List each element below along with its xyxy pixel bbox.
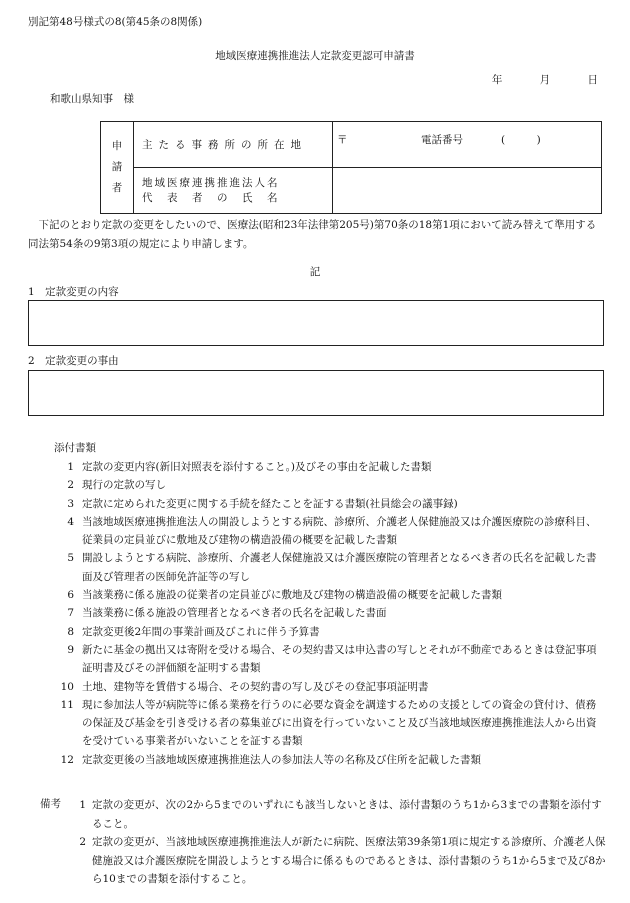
form-id: 別記第48号様式の8(第45条の8関係) [28,16,203,28]
date-year: 年 [491,74,503,86]
phone-paren: ( ) [501,134,541,146]
item-text: 土地、建物等を賃借する場合、その契約書の写し及びその登記事項証明書 [82,680,429,693]
attachments-title: 添付書類 [54,442,96,454]
addressee: 和歌山県知事 様 [50,93,134,105]
item-number: 2 [67,479,74,492]
phone-label: 電話番号 [421,134,463,146]
list-item [56,751,606,769]
section1-heading: 1 定款変更の内容 [28,286,119,298]
item-text: 定款の変更が、次の2から5までのいずれにも該当しないときは、添付書類のうち1から3までの書類を添付すること。 [92,799,602,830]
section2-content-box[interactable] [28,370,604,416]
list-item [56,696,606,751]
corp-name-label: 地域医療連携推進法人名 [142,176,280,189]
item-text: 開設しようとする病院、診療所、介護老人保健施設又は介護医療院の管理者となるべき者の氏名を記載した書面及び管理者の医師免許証等の写し [82,552,597,583]
list-item [56,513,606,550]
intro-paragraph: 下記のとおり定款の変更をしたいので、医療法(昭和23年法律第205号)第70条の18第1項において読み替えて準用する同法第54条の9第3項の規定により申請します。 [28,219,597,250]
item-text: 現行の定款の写し [82,479,166,492]
list-item [56,678,606,696]
list-item [56,476,606,494]
item-number: 4 [67,515,74,528]
item-text: 定款変更後の当該地域医療連携推進法人の参加法人等の名称及び住所を記載した書類 [82,753,481,766]
applicant-table [100,121,602,214]
list-item [56,604,606,622]
item-number: 10 [60,680,74,693]
item-number: 3 [67,497,74,510]
item-text: 当該業務に係る施設の従業者の定員並びに敷地及び建物の構造設備の概要を記載した書類 [82,589,502,602]
item-text: 定款の変更内容(新旧対照表を添付すること。)及びその事由を記載した書類 [82,461,432,473]
office-address-field[interactable] [333,122,602,168]
vertical-char-3: 者 [111,182,123,194]
item-text: 現に参加法人等が病院等に係る業務を行うのに必要な資金を調達するための支援としての資金の貸付け、債務の保証及び基金を引き受ける者の募集並びに出資を行っていないこと及び当該地域医療連携推進法人から出資を受けている事業者がいないことを証する書類 [82,698,597,748]
representative-field[interactable] [333,168,602,214]
item-number: 5 [67,552,74,565]
item-text: 定款変更後2年間の事業計画及びこれに伴う予算書 [82,625,320,638]
list-item [56,586,606,604]
remarks-label: 備考 [40,798,61,810]
vertical-char-2: 請 [111,161,123,173]
item-number: 11 [60,698,74,711]
date-day: 日 [587,74,598,86]
item-number: 6 [67,589,74,602]
item-text: 新たに基金の拠出又は寄附を受ける場合、その契約書又は申込書の写しとそれが不動産であるときは登記事項証明書及びその評価額を証明する書類 [82,643,597,675]
item-number: 8 [67,625,74,638]
applicant-vertical-label [101,122,134,214]
item-number: 1 [79,799,86,811]
section1-content-box[interactable] [28,300,604,346]
item-text: 定款に定められた変更に関する手続を経たことを証する書類(社員総会の議事録) [82,497,458,510]
remarks-list [72,796,608,889]
office-address-label-text: 主たる事務所の所在地 [142,139,307,151]
list-item [72,833,608,889]
item-number: 1 [67,461,74,473]
list-item [56,549,606,586]
postal-mark: 〒 [337,134,348,146]
representative-label [134,168,333,214]
item-number: 12 [60,753,74,766]
ki-heading: 記 [309,266,321,278]
list-item [56,623,606,641]
rep-name-label: 代 表 者 の 氏 名 [142,191,280,204]
date-month: 月 [539,74,551,86]
item-text: 当該業務に係る施設の管理者となるべき者の氏名を記載した書面 [82,607,387,620]
list-item [72,796,608,833]
office-address-label [134,122,333,168]
item-text: 定款の変更が、当該地域医療連携推進法人が新たに病院、医療法第39条第1項に規定する診療所、介護老人保健施設又は介護医療院を開設しようとする場合に係るものであるときは、添付書類のうち1から5まで及び8から10までの書類を添付すること。 [92,836,606,885]
list-item [56,495,606,513]
section2-heading: 2 定款変更の事由 [28,355,119,367]
attachments-list [56,458,606,769]
item-number: 2 [79,836,86,848]
date-line [492,72,598,87]
vertical-char-1: 申 [111,140,123,152]
item-text: 当該地域医療連携推進法人の開設しようとする病院、診療所、介護老人保健施設又は介護医療院の診療科目、従業員の定員並びに敷地及び建物の構造設備の概要を記載した書類 [82,515,597,547]
item-number: 7 [67,607,74,620]
list-item [56,458,606,476]
document-title: 地域医療連携推進法人定款変更認可申請書 [215,50,415,62]
item-number: 9 [67,643,74,656]
list-item [56,641,606,678]
